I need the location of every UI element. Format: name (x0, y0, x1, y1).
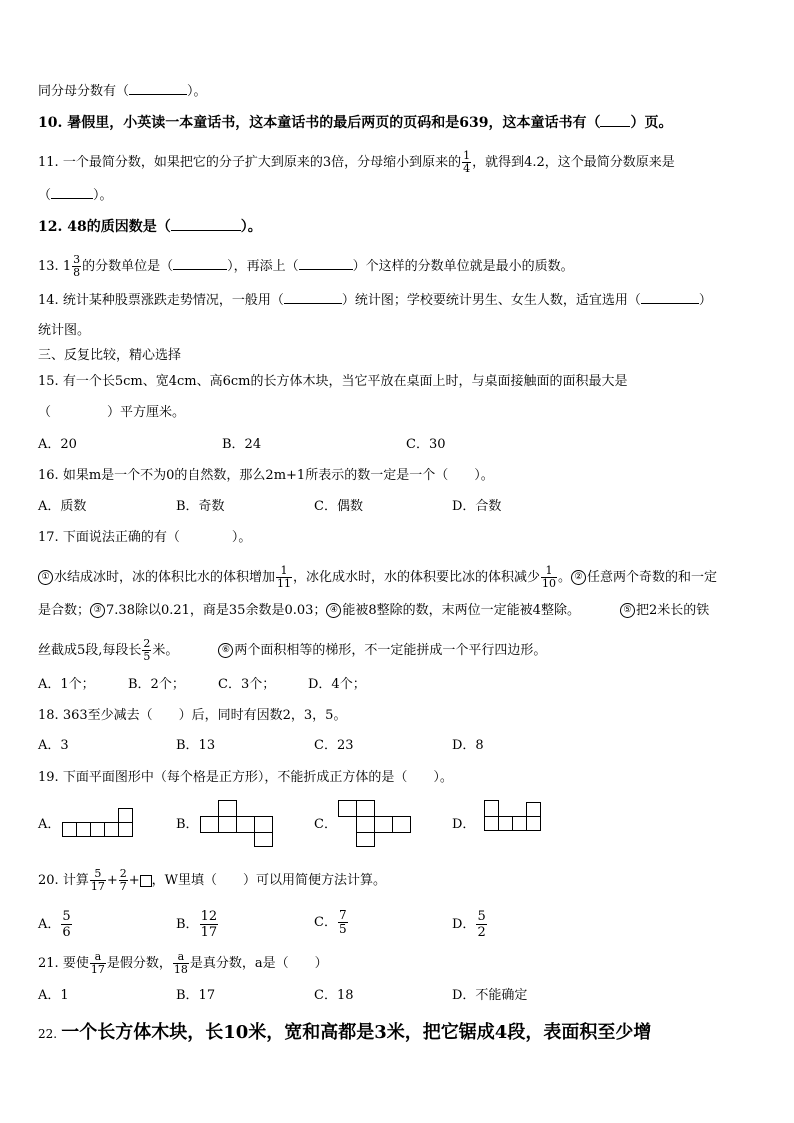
question-14 (38, 292, 712, 309)
cube-net-d (484, 800, 546, 834)
option-c[interactable]: C．偶数 (314, 499, 363, 514)
question-text: 一个长方体木块，长10米，宽和高都是3米，把它锯成4段，表面积至少增 (61, 1022, 652, 1043)
option-b[interactable]: B．24 (222, 437, 262, 452)
option-b[interactable]: B． (176, 817, 199, 832)
question-text-3: ） (698, 293, 712, 308)
question-17-statements-2: 是合数； ③ 7.38除以0.21，商是35余数是0.03； ④ 能被8整除的数，末两位一定能被4整除。 ⑤ 把2米长的铁 (38, 603, 710, 618)
fraction: $\frac{5}{17}$ (90, 867, 105, 893)
question-15 (38, 374, 627, 390)
option-d[interactable]: D．8 (452, 738, 484, 753)
option-b[interactable]: B．17 (176, 988, 216, 1003)
cube-net-c (338, 800, 414, 848)
question-14-line2: 统计图。 (38, 323, 91, 338)
question-19 (38, 770, 453, 786)
statement-number: ⑤ (620, 603, 635, 618)
question-text: 计算 (62, 873, 89, 888)
q9-tail-text: 同分母分数有（ (38, 84, 130, 99)
statement-number: ③ (90, 603, 105, 618)
question-number: 16. (38, 468, 59, 483)
question-text: 363至少减去（ ）后，同时有因数2，3，5。 (62, 708, 347, 723)
question-20: 20. 计算 $\frac{5}{17}$ + $\frac{2}{7}$ + ，W里填（ ）可以用简便方法计算。 (38, 867, 387, 893)
question-text: 的分数单位是（ (82, 259, 174, 274)
answer-blank[interactable] (299, 258, 353, 270)
question-number: 10. (38, 115, 63, 131)
option-c[interactable]: C．3个； (218, 677, 276, 692)
mixed-whole: 1 (62, 259, 72, 274)
option-d[interactable]: D． (452, 817, 476, 832)
question-text: 统计某种股票涨跌走势情况，一般用（ (62, 293, 284, 308)
option-c[interactable]: C． (314, 817, 337, 832)
question-text: 要使 (62, 956, 89, 971)
question-number: 18. (38, 708, 59, 723)
option-b[interactable]: B．奇数 (176, 499, 225, 514)
question-text-end: ）。 (240, 219, 262, 235)
answer-blank[interactable] (171, 219, 241, 231)
option-a[interactable]: A．20 (38, 437, 77, 452)
option-a[interactable]: A． (38, 817, 61, 832)
question-text: 下面说法正确的有（ ）。 (62, 530, 252, 545)
cube-net-a (62, 808, 138, 838)
question-21: 21. 要使 $\frac{a}{17}$ 是假分数， $\frac{a}{18}$ 是真分数，a是（ ） (38, 950, 328, 976)
statement-number: ④ (326, 603, 341, 618)
question-text-2: ，就得到4.2，这个最简分数原来是 (472, 155, 675, 170)
question-11-line2: （ ）。 (38, 188, 113, 203)
question-number: 21. (38, 956, 59, 971)
question-10 (38, 115, 672, 131)
answer-blank[interactable] (51, 187, 93, 199)
fraction: $\frac{3}{8}$ (73, 253, 81, 279)
question-number: 17. (38, 530, 59, 545)
question-text: 如果m是一个不为0的自然数，那么2m+1所表示的数一定是一个（ ）。 (62, 468, 494, 483)
option-c[interactable]: C．23 (314, 738, 354, 753)
fraction: $\frac{1}{4}$ (463, 149, 471, 175)
question-number: 14. (38, 293, 59, 308)
question-text: 下面平面图形中（每个格是正方形），不能折成正方体的是（ ）。 (62, 770, 453, 785)
option-b[interactable]: B．2个； (128, 677, 185, 692)
question-11 (38, 150, 675, 175)
option-d[interactable]: D． $\frac{5}{2}$ (452, 909, 486, 940)
fraction: $\frac{2}{5}$ (143, 637, 151, 663)
answer-blank[interactable] (173, 258, 227, 270)
option-d[interactable]: D．不能确定 (452, 988, 528, 1003)
statement-number: ⑥ (218, 643, 233, 658)
question-number: 15. (38, 374, 59, 389)
question-text: 一个最简分数，如果把它的分子扩大到原来的3倍，分母缩小到原来的 (62, 155, 462, 170)
section-heading: 三、反复比较，精心选择 (38, 348, 182, 363)
question-number: 22. (38, 1027, 58, 1041)
fraction: $\frac{a}{17}$ (90, 950, 105, 976)
question-text-3: ）个这样的分数单位就是最小的质数。 (352, 259, 574, 274)
option-b[interactable]: B．13 (176, 738, 216, 753)
question-17-statements-3: 丝截成5段,每段长 $\frac{2}{5}$ 米。 ⑥ 两个面积相等的梯形，不一定能拼成一个平行四边形。 (38, 637, 547, 663)
option-a[interactable]: A．3 (38, 738, 69, 753)
question-text: 48的质因数是（ (67, 219, 171, 235)
statement-number: ② (571, 570, 586, 585)
question-13 (38, 254, 574, 279)
answer-blank[interactable] (284, 292, 342, 304)
question-text-2: ，W里填（ ）可以用简便方法计算。 (151, 873, 387, 888)
question-number: 20. (38, 873, 59, 888)
question-text-end: ）页。 (630, 115, 673, 131)
answer-blank[interactable] (641, 292, 699, 304)
question-22 (38, 1022, 651, 1044)
question-text-2: ），再添上（ (227, 259, 299, 274)
question-number: 12. (38, 219, 63, 235)
question-12 (38, 219, 262, 235)
answer-blank[interactable] (600, 115, 630, 127)
question-text: 暑假里，小英读一本童话书，这本童话书的最后两页的页码和是639，这本童话书有（ (67, 115, 601, 131)
fraction: $\frac{2}{7}$ (119, 867, 127, 893)
option-a[interactable]: A．1个； (38, 677, 95, 692)
blank-box-icon (140, 875, 152, 887)
fraction: $\frac{1}{10}$ (542, 564, 557, 590)
question-16 (38, 468, 494, 484)
question-text: 有一个长5cm、宽4cm、高6cm的长方体木块，当它平放在桌面上时，与桌面接触面的面积最大是 (62, 374, 628, 389)
q9-tail-end: ）。 (187, 84, 207, 99)
question-17-statements-1: ① 水结成冰时，冰的体积比水的体积增加 $\frac{1}{11}$ ，冰化成水时，水的体积要比冰的体积减少 $\frac{1}{10}$ 。 ② 任意两个奇数的和一定 (38, 565, 717, 590)
option-b[interactable]: B． $\frac{12}{17}$ (176, 909, 218, 940)
question-number: 11. (38, 155, 59, 170)
question-number: 13. (38, 259, 59, 274)
answer-blank[interactable] (129, 83, 187, 95)
fraction: $\frac{a}{18}$ (173, 950, 188, 976)
q9-tail (38, 83, 207, 100)
option-a[interactable]: A．质数 (38, 499, 87, 514)
cube-net-b (200, 800, 276, 848)
fraction: $\frac{1}{11}$ (277, 564, 292, 590)
statement-number: ① (38, 570, 53, 585)
option-c[interactable]: C．18 (314, 988, 354, 1003)
option-c[interactable]: C． $\frac{7}{5}$ (314, 908, 347, 936)
option-d[interactable]: D．合数 (452, 499, 502, 514)
option-c[interactable]: C．30 (406, 437, 446, 452)
option-a[interactable]: A． $\frac{5}{6}$ (38, 909, 71, 940)
option-a[interactable]: A．1 (38, 988, 69, 1003)
question-18 (38, 708, 346, 724)
question-17 (38, 530, 251, 546)
question-15-line2: （ ）平方厘米。 (38, 405, 186, 420)
question-text-2: ）统计图；学校要统计男生、女生人数，适宜选用（ (341, 293, 641, 308)
question-number: 19. (38, 770, 59, 785)
option-d[interactable]: D．4个； (308, 677, 366, 692)
